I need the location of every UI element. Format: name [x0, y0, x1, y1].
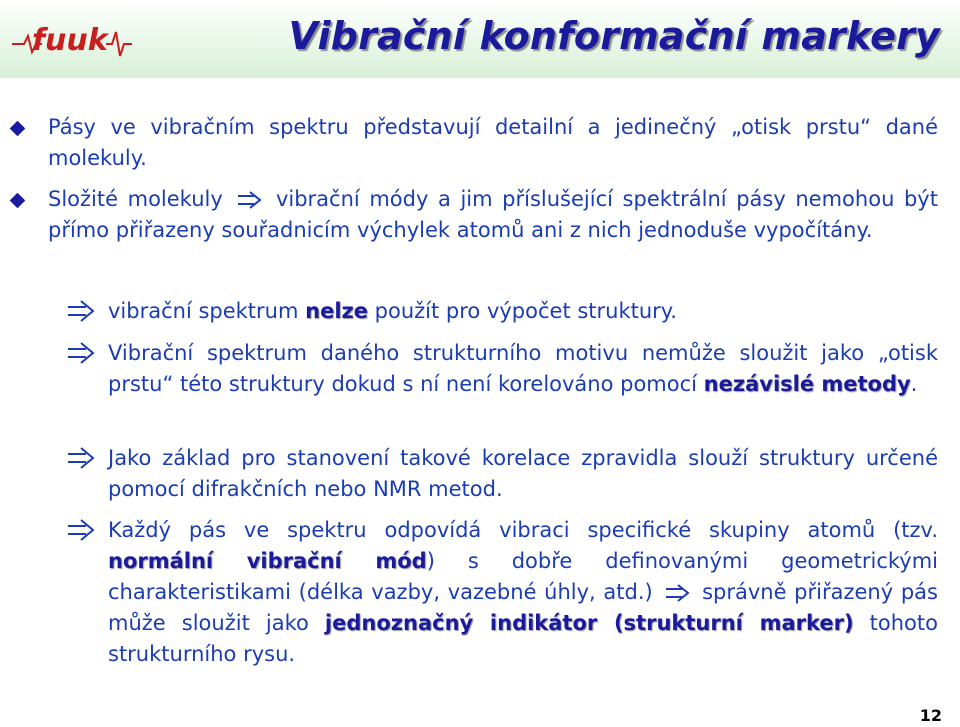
page-number: 12	[919, 706, 942, 725]
bullet-text: Pásy ve vibračním spektru představují detailní a jedinečný „otisk prstu“ dané molekuly.	[48, 115, 938, 170]
diamond-bullet-icon	[10, 193, 26, 209]
sub-item	[108, 515, 938, 670]
bullet-text-end: vibrační módy a jim příslušející spektrální pásy nemohou být přímo přiřazeny souřadnicím výchylek atomů ani z nich jednoduše vypočítány.	[48, 187, 938, 242]
highlight-term: nelze	[305, 299, 368, 323]
sub-text: tohoto strukturního rysu.	[108, 611, 938, 666]
implication-arrow-icon	[236, 190, 262, 210]
highlight-term: normální vibrační mód	[108, 549, 427, 573]
logo-text: fuuk	[32, 23, 108, 58]
page-title: Vibrační konformační markery	[288, 14, 940, 58]
sub-item	[108, 443, 938, 505]
bullet-item	[48, 184, 938, 246]
sub-text: Jako základ pro stanovení takové korelace zpravidla slouží struktury určené pomocí difrakčních nebo NMR metod.	[108, 446, 938, 501]
implication-arrow-icon	[66, 515, 96, 545]
bullet-text-start: Složité molekuly	[48, 187, 223, 211]
implication-arrow-icon	[66, 443, 96, 473]
diamond-bullet-icon	[10, 121, 26, 137]
sub-item	[108, 296, 938, 327]
sub-text: použít pro výpočet struktury.	[367, 299, 677, 323]
sub-text: .	[910, 372, 918, 396]
sub-text: vibrační spektrum	[108, 299, 306, 323]
implication-arrow-icon	[66, 338, 96, 368]
implication-arrow-icon	[664, 583, 690, 603]
highlight-term: jednoznačný indikátor (strukturní marker)	[324, 611, 854, 635]
sub-text: ) s dobře definovanými geometrickými charakteristikami (délka vazby, vazebné úhly, atd.)	[108, 549, 939, 604]
sub-text: Vibrační spektrum daného strukturního motivu nemůže sloužit jako „otisk prstu“ této struktury dokud s ní není korelováno pomocí	[108, 341, 938, 396]
sub-text: správně přiřazený pás může sloužit jako	[108, 580, 938, 635]
implication-arrow-icon	[66, 296, 96, 326]
highlight-term: nezávislé metody	[703, 372, 911, 396]
sub-text: Každý pás ve spektru odpovídá vibraci specifické skupiny atomů (tzv.	[108, 518, 938, 542]
bullet-item	[48, 112, 938, 174]
sub-item	[108, 338, 938, 400]
